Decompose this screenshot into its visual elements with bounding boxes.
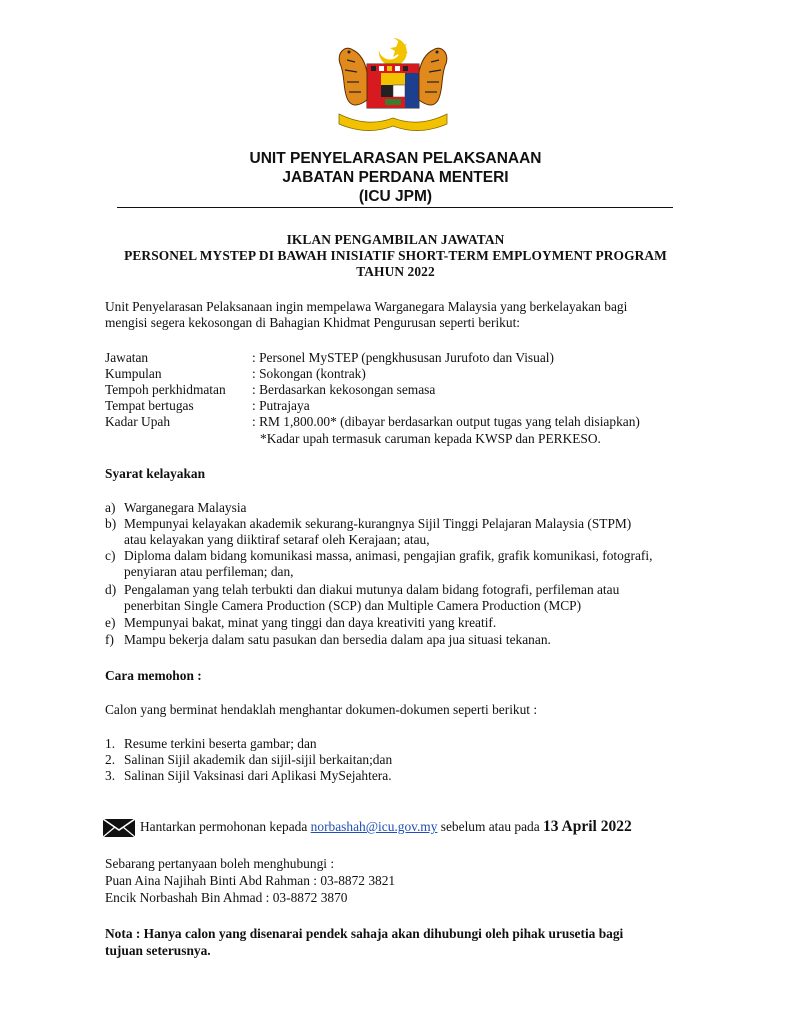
org-name-line-3: (ICU JPM): [358, 188, 433, 205]
list-marker: 3.: [105, 768, 116, 783]
submission-prefix: Hantarkan permohonan kepada: [140, 819, 311, 835]
list-item: Resume terkini beserta gambar; dan: [124, 736, 317, 751]
cara-intro: Calon yang berminat hendaklah menghantar dokumen-dokumen seperti berikut :: [105, 702, 538, 717]
list-item: Diploma dalam bidang komunikasi massa, animasi, pengajian grafik, grafik komunikasi, fotografi,: [124, 548, 653, 563]
list-item: Pengalaman yang telah terbukti dan diakui mutunya dalam bidang fotografi, perfileman atau: [124, 582, 620, 597]
submission-line: [102, 818, 632, 838]
ad-title-line-1: IKLAN PENGAMBILAN JAWATAN: [286, 232, 505, 247]
detail-key-tempoh: Tempoh perkhidmatan: [105, 382, 226, 397]
wage-footnote: *Kadar upah termasuk caruman kepada KWSP dan PERKESO.: [260, 431, 601, 446]
list-item-continued: penyiaran atau perfileman; dan,: [124, 564, 294, 579]
detail-value-tempat: : Putrajaya: [252, 398, 310, 413]
submission-middle: sebelum atau pada: [437, 819, 544, 835]
intro-line-1: Unit Penyelarasan Pelaksanaan ingin mempelawa Warganegara Malaysia yang berkelayakan bagi: [105, 299, 628, 314]
detail-key-kadar-upah: Kadar Upah: [105, 414, 171, 429]
list-marker: c): [105, 548, 116, 563]
org-name-line-1: UNIT PENYELARASAN PELAKSANAAN: [249, 150, 542, 167]
detail-key-tempat: Tempat bertugas: [105, 398, 194, 413]
detail-value-tempoh: : Berdasarkan kekosongan semasa: [252, 382, 436, 397]
envelope-icon: [102, 818, 136, 838]
list-item: Mampu bekerja dalam satu pasukan dan bersedia dalam apa jua situasi tekanan.: [124, 632, 551, 647]
list-item: Salinan Sijil akademik dan sijil-sijil berkaitan;dan: [124, 752, 393, 767]
contact-intro: Sebarang pertanyaan boleh menghubungi :: [105, 856, 335, 871]
email-link[interactable]: norbashah@icu.gov.my: [310, 819, 438, 835]
header-divider: [117, 207, 673, 208]
malaysia-coat-of-arms-logo: [327, 36, 459, 136]
contact-person-1: Puan Aina Najihah Binti Abd Rahman : 03-8872 3821: [105, 873, 396, 888]
ad-title-line-2: PERSONEL MYSTEP DI BAWAH INISIATIF SHORT-TERM EMPLOYMENT PROGRAM: [124, 248, 667, 263]
contact-person-2: Encik Norbashah Bin Ahmad : 03-8872 3870: [105, 890, 348, 905]
list-item: Warganegara Malaysia: [124, 500, 247, 515]
note-line-1: Nota : Hanya calon yang disenarai pendek sahaja akan dihubungi oleh pihak urusetia bagi: [105, 926, 624, 941]
deadline-date: 13 April 2022: [543, 818, 632, 836]
detail-value-kadar-upah: : RM 1,800.00* (dibayar berdasarkan output tugas yang telah disiapkan): [252, 414, 640, 429]
list-marker: e): [105, 615, 116, 630]
detail-value-jawatan: : Personel MySTEP (pengkhususan Jurufoto dan Visual): [252, 350, 554, 365]
list-marker: 1.: [105, 736, 116, 751]
section-heading-syarat: Syarat kelayakan: [105, 466, 206, 481]
list-marker: a): [105, 500, 116, 515]
list-item: Mempunyai kelayakan akademik sekurang-kurangnya Sijil Tinggi Pelajaran Malaysia (STPM): [124, 516, 632, 531]
org-name-line-2: JABATAN PERDANA MENTERI: [282, 169, 509, 186]
intro-line-2: mengisi segera kekosongan di Bahagian Khidmat Pengurusan seperti berikut:: [105, 315, 521, 330]
list-marker: f): [105, 632, 114, 647]
detail-value-kumpulan: : Sokongan (kontrak): [252, 366, 366, 381]
list-marker: b): [105, 516, 117, 531]
detail-key-jawatan: Jawatan: [105, 350, 149, 365]
list-marker: d): [105, 582, 117, 597]
detail-key-kumpulan: Kumpulan: [105, 366, 162, 381]
list-item: Salinan Sijil Vaksinasi dari Aplikasi MySejahtera.: [124, 768, 392, 783]
list-item-continued: atau kelayakan yang diiktiraf setaraf oleh Kerajaan; atau,: [124, 532, 430, 547]
section-heading-cara-memohon: Cara memohon :: [105, 668, 202, 683]
list-item: Mempunyai bakat, minat yang tinggi dan daya kreativiti yang kreatif.: [124, 615, 497, 630]
note-line-2: tujuan seterusnya.: [105, 943, 211, 958]
list-item-continued: penerbitan Single Camera Production (SCP) dan Multiple Camera Production (MCP): [124, 598, 582, 613]
list-marker: 2.: [105, 752, 116, 767]
ad-title-line-3: TAHUN 2022: [356, 264, 435, 279]
